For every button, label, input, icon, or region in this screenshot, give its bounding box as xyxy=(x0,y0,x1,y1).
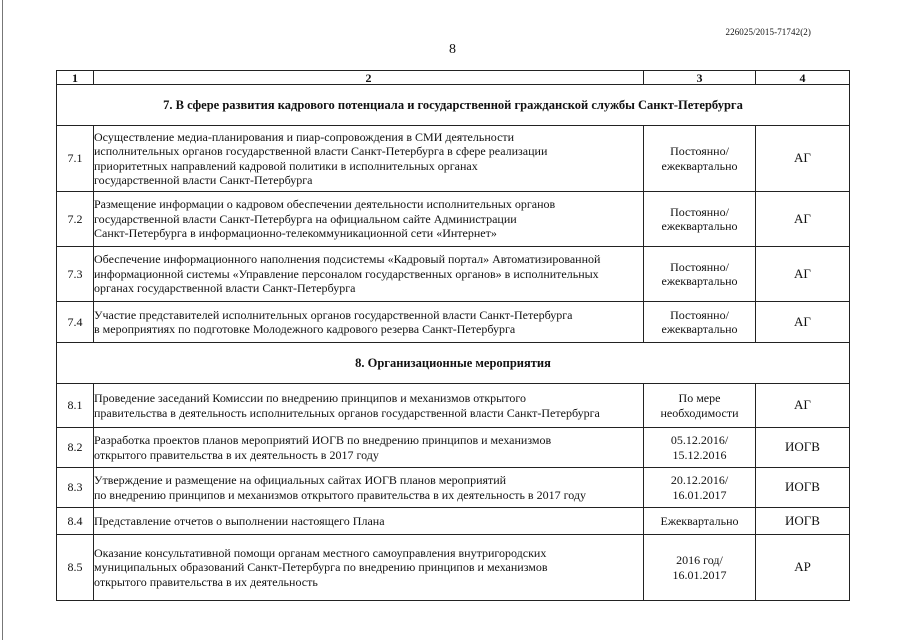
item-description xyxy=(94,384,644,428)
description-line: Участие представителей исполнительных органов государственной власти Санкт-Петербурга xyxy=(94,307,573,322)
deadline-line: Постоянно/ xyxy=(670,204,729,219)
deadline-line: ежеквартально xyxy=(661,274,738,288)
deadline-line: 16.01.2017 xyxy=(672,567,727,582)
section-title: 8. Организационные мероприятия xyxy=(57,343,850,384)
table-row xyxy=(57,384,850,428)
table-header-row xyxy=(57,71,850,85)
deadline-line: 2016 год/ xyxy=(676,553,723,567)
deadline-line: Постоянно/ xyxy=(670,259,729,274)
description-line: по внедрению принципов и механизмов открытого правительства в их деятельность в 2017 году xyxy=(94,487,586,502)
description-line: Обеспечение информационного наполнения подсистемы «Кадровый портал» Автоматизированной xyxy=(94,252,601,267)
item-number: 8.1 xyxy=(57,384,94,428)
item-executor: АГ xyxy=(756,126,850,192)
item-executor: АР xyxy=(756,535,850,601)
item-executor: ИОГВ xyxy=(756,428,850,468)
section-title: 7. В сфере развития кадрового потенциала и государственной гражданской службы Санкт-Петербурга xyxy=(57,85,850,126)
deadline-line: 15.12.2016 xyxy=(672,447,727,462)
plan-table xyxy=(56,70,850,601)
item-number: 7.3 xyxy=(57,247,94,302)
item-deadline xyxy=(644,126,756,192)
item-number: 8.2 xyxy=(57,428,94,468)
table-row xyxy=(57,468,850,508)
table-row xyxy=(57,126,850,192)
description-line: государственной власти Санкт-Петербурга xyxy=(94,173,313,187)
item-number: 8.4 xyxy=(57,508,94,535)
deadline-line: Постоянно/ xyxy=(670,144,729,158)
description-line: приоритетных направлений кадровой политики в исполнительных органах xyxy=(94,158,478,173)
section-header-row xyxy=(57,85,850,126)
item-number: 8.5 xyxy=(57,535,94,601)
item-deadline xyxy=(644,428,756,468)
description-line: Осуществление медиа-планирования и пиар-сопровождения в СМИ деятельности xyxy=(94,129,515,144)
item-deadline xyxy=(644,192,756,247)
item-description xyxy=(94,247,644,302)
item-deadline xyxy=(644,247,756,302)
deadline-line: 16.01.2017 xyxy=(672,487,727,502)
description-line: открытого правительства в их деятельность в 2017 году xyxy=(94,447,379,462)
table-row xyxy=(57,508,850,535)
deadline-line: 05.12.2016/ xyxy=(670,433,729,447)
description-line: информационной системы «Управление персоналом государственных органов» в исполнительных xyxy=(94,266,599,281)
deadline-line: По мере xyxy=(678,391,721,405)
header-col-3: 3 xyxy=(644,71,756,85)
table-row xyxy=(57,302,850,343)
deadline-line: Постоянно/ xyxy=(670,307,729,322)
item-number: 8.3 xyxy=(57,468,94,508)
description-line: государственной власти Санкт-Петербурга на официальном сайте Администрации xyxy=(94,211,517,226)
item-executor: АГ xyxy=(756,302,850,343)
deadline-line: Ежеквартально xyxy=(660,513,739,528)
table-row xyxy=(57,192,850,247)
deadline-line: 20.12.2016/ xyxy=(670,473,729,487)
item-number: 7.2 xyxy=(57,192,94,247)
item-executor: АГ xyxy=(756,247,850,302)
description-line: Разработка проектов планов мероприятий ИОГВ по внедрению принципов и механизмов xyxy=(94,433,552,447)
description-line: Оказание консультативной помощи органам местного самоуправления внутригородских xyxy=(94,545,547,560)
item-deadline xyxy=(644,535,756,601)
item-executor: ИОГВ xyxy=(756,468,850,508)
item-number: 7.4 xyxy=(57,302,94,343)
deadline-line: ежеквартально xyxy=(661,158,738,173)
description-line: органах государственной власти Санкт-Петербурга xyxy=(94,281,356,296)
description-line: Проведение заседаний Комиссии по внедрению принципов и механизмов открытого xyxy=(94,391,526,405)
deadline-line: необходимости xyxy=(660,405,739,420)
item-deadline xyxy=(644,384,756,428)
item-deadline xyxy=(644,508,756,535)
item-executor: АГ xyxy=(756,192,850,247)
header-col-2: 2 xyxy=(94,71,644,85)
description-line: исполнительных органов государственной власти Санкт-Петербурга в сфере реализации xyxy=(94,144,548,158)
table-row xyxy=(57,247,850,302)
description-line: муниципальных образований Санкт-Петербурга по внедрению принципов и механизмов xyxy=(94,560,548,575)
item-description xyxy=(94,535,644,601)
item-description xyxy=(94,468,644,508)
section-header-row xyxy=(57,343,850,384)
item-deadline xyxy=(644,468,756,508)
page-number: 8 xyxy=(449,42,456,57)
scan-edge-line xyxy=(2,0,3,640)
item-description xyxy=(94,126,644,192)
deadline-line: ежеквартально xyxy=(661,322,738,336)
item-description xyxy=(94,192,644,247)
item-number: 7.1 xyxy=(57,126,94,192)
description-line: правительства в деятельность исполнительных органов государственной власти Санкт-Петербурга xyxy=(94,405,600,420)
table-row xyxy=(57,535,850,601)
item-executor: ИОГВ xyxy=(756,508,850,535)
item-deadline xyxy=(644,302,756,343)
deadline-line: ежеквартально xyxy=(661,219,738,233)
item-description xyxy=(94,302,644,343)
description-line: Санкт-Петербурга в информационно-телекоммуникационной сети «Интернет» xyxy=(94,226,497,241)
table-row xyxy=(57,428,850,468)
item-description xyxy=(94,428,644,468)
description-line: Размещение информации о кадровом обеспечении деятельности исполнительных органов xyxy=(94,197,556,212)
header-col-1: 1 xyxy=(57,71,94,85)
document-id: 226025/2015-71742(2) xyxy=(725,27,811,37)
item-executor: АГ xyxy=(756,384,850,428)
header-col-4: 4 xyxy=(756,71,850,85)
description-line: Представление отчетов о выполнении настоящего Плана xyxy=(94,513,385,528)
description-line: Утверждение и размещение на официальных сайтах ИОГВ планов мероприятий xyxy=(94,473,507,487)
description-line: открытого правительства в их деятельность xyxy=(94,574,318,589)
description-line: в мероприятиях по подготовке Молодежного кадрового резерва Санкт-Петербурга xyxy=(94,322,516,336)
item-description xyxy=(94,508,644,535)
